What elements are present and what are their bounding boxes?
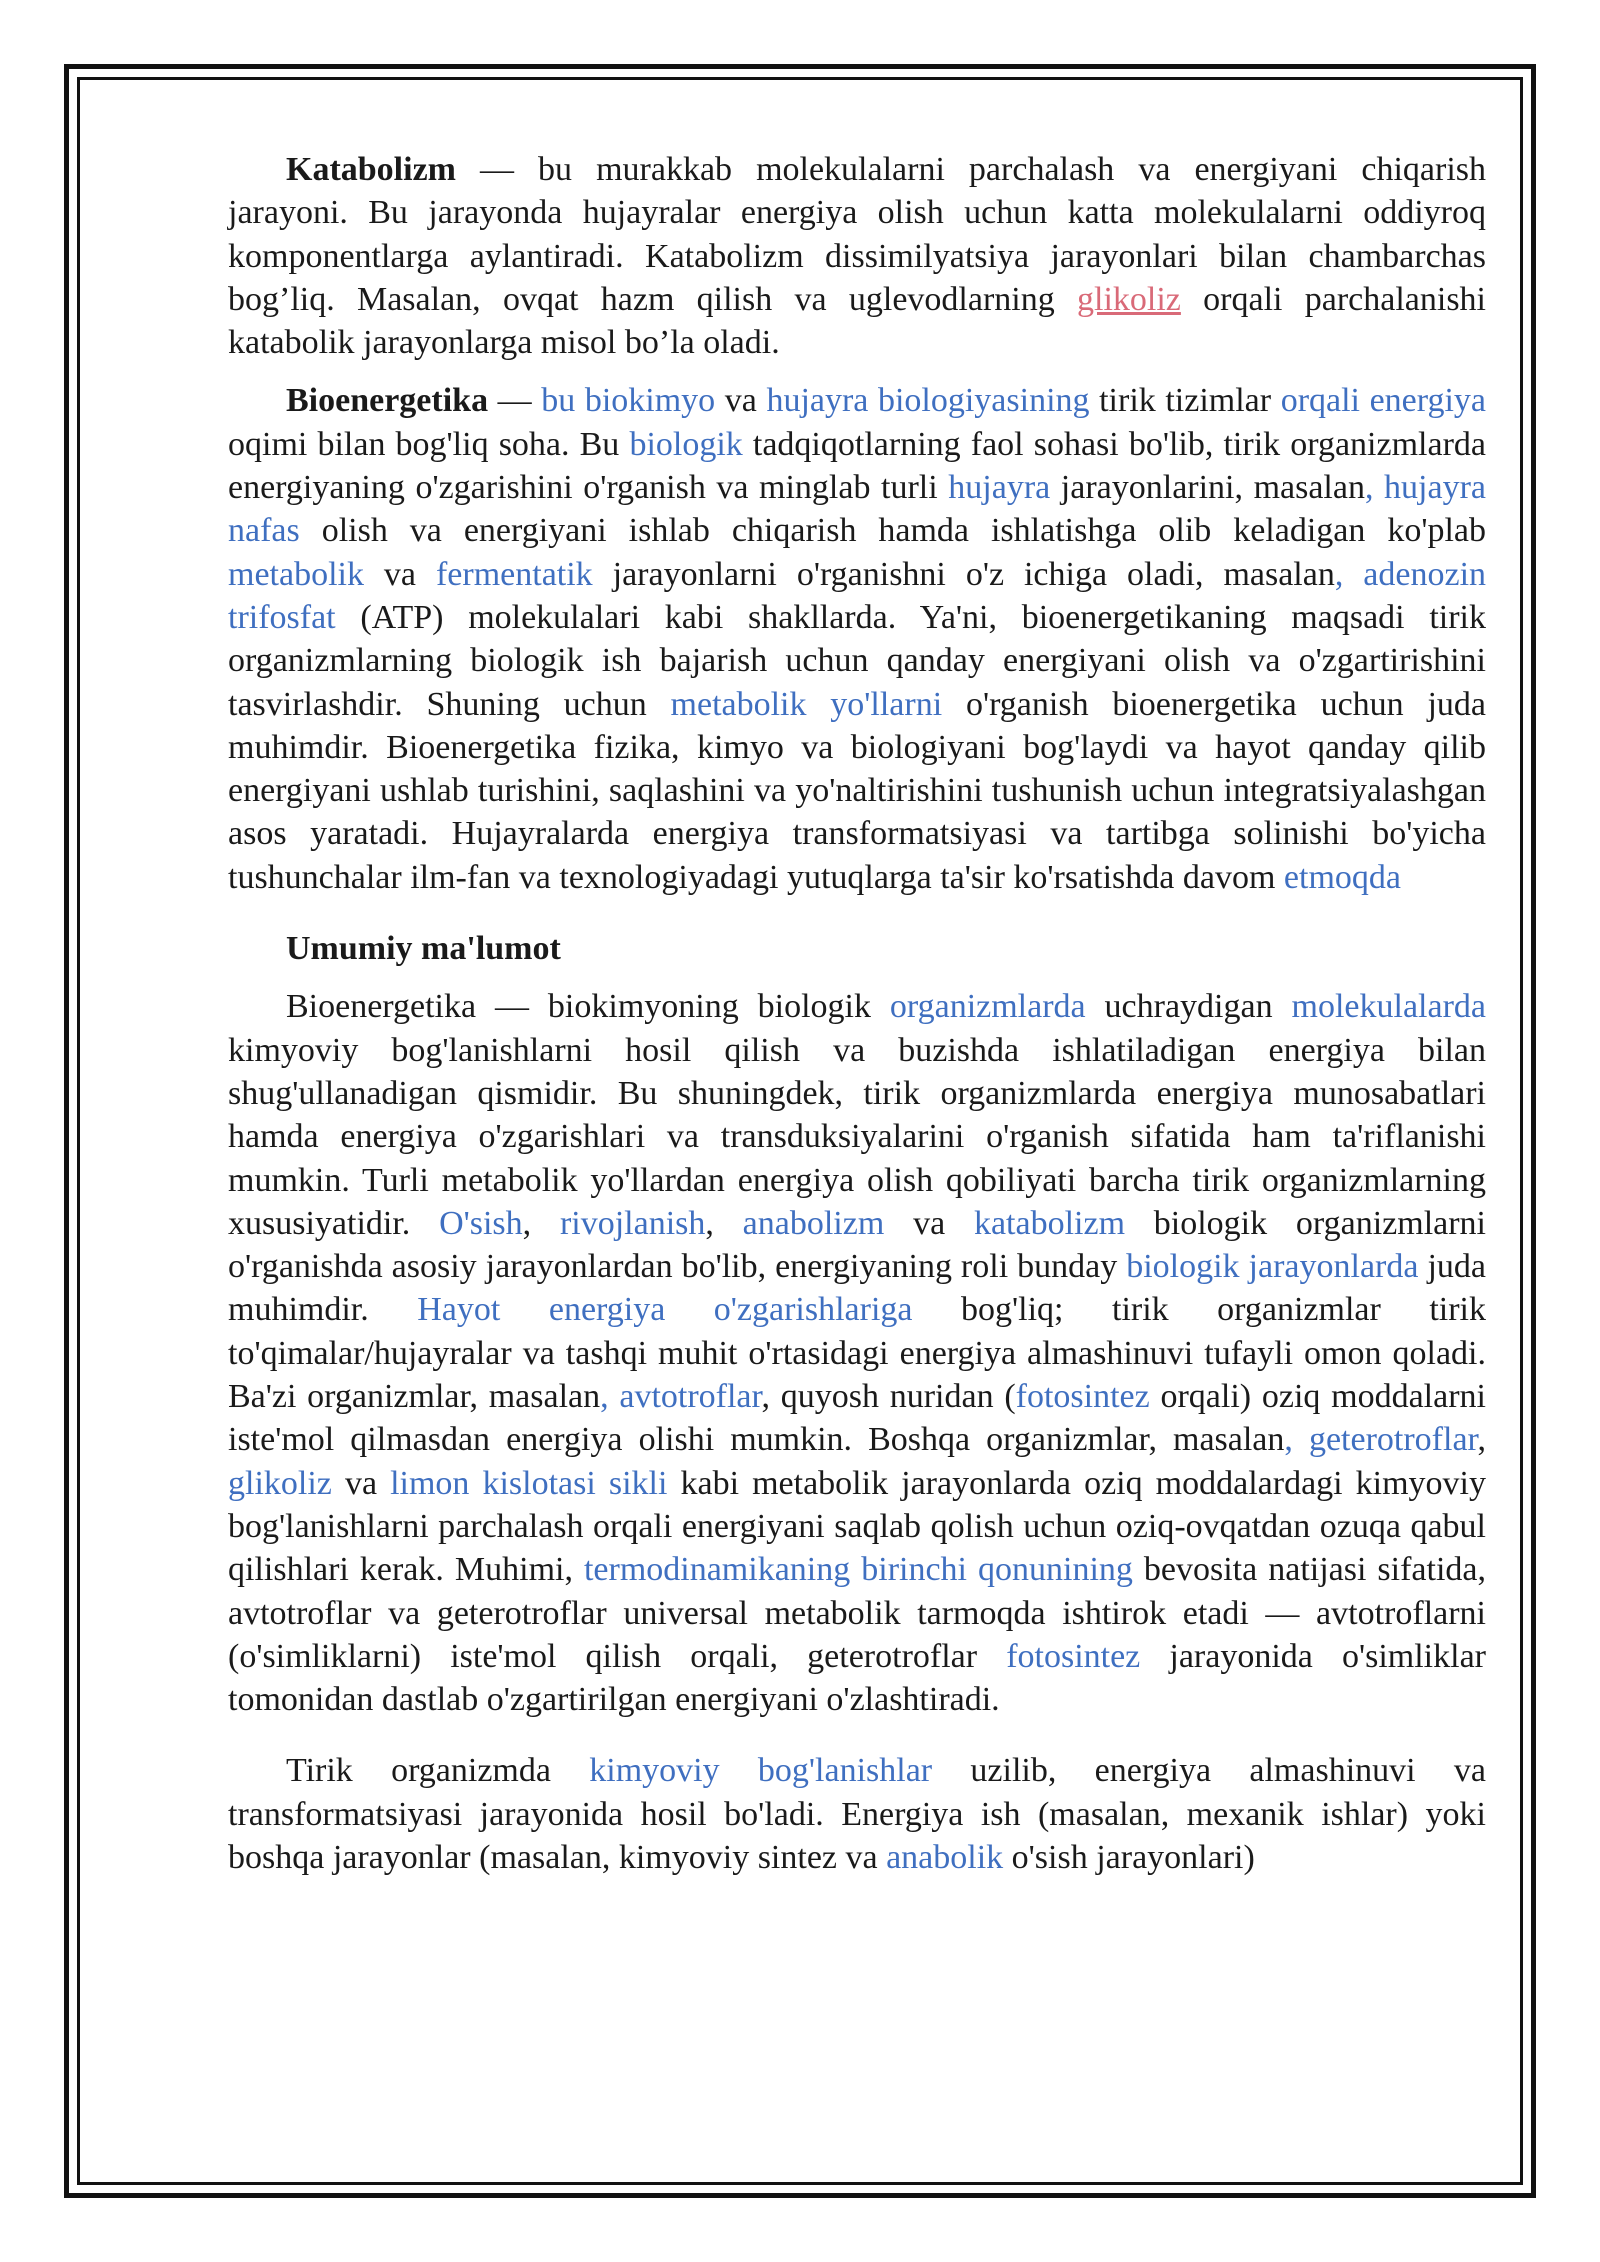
hyperlink[interactable]: hujayra biologiyasining bbox=[766, 382, 1090, 420]
text-run: juda muhimdir. bbox=[228, 1248, 1486, 1329]
text-run: orqali) oziq moddalarni iste'mol qilmasdan energiya olishi mumkin. Boshqa organizmlar, masalan bbox=[228, 1378, 1486, 1459]
term-bold: Bioenergetika bbox=[286, 382, 489, 420]
hyperlink[interactable]: Hayot energiya o'zgarishlariga bbox=[417, 1291, 913, 1329]
text-run: va bbox=[884, 1204, 974, 1242]
text-run: jarayonlarni o'rganishni o'z ichiga oladi, masalan bbox=[592, 555, 1335, 593]
text-run: Bioenergetika — biokimyoning biologik bbox=[286, 988, 890, 1026]
hyperlink[interactable]: etmoqda bbox=[1283, 858, 1401, 896]
text-run: oqimi bilan bog'liq soha. Bu bbox=[228, 425, 630, 463]
hyperlink[interactable]: limon kislotasi sikli bbox=[390, 1464, 668, 1502]
hyperlink[interactable]: anabolik bbox=[886, 1838, 1004, 1876]
hyperlink[interactable]: hujayra bbox=[948, 469, 1051, 507]
hyperlink[interactable]: biologik jarayonlarda bbox=[1126, 1248, 1419, 1286]
paragraph-katabolizm bbox=[228, 148, 1486, 364]
text-run: uzilib, energiya almashinuvi va transformatsiyasi jarayonida hosil bo'ladi. Energiya ish (masalan, mexanik ishlar) yoki boshqa jarayonlar (masalan, kimyoviy sintez va bbox=[228, 1752, 1486, 1876]
text-run: olish va energiyani ishlab chiqarish hamda ishlatishga olib keladigan ko'plab bbox=[299, 512, 1486, 550]
hyperlink[interactable]: termodinamikaning birinchi qonunining bbox=[583, 1551, 1133, 1589]
hyperlink[interactable]: metabolik yo'llarni bbox=[670, 685, 943, 723]
paragraph-umumiy bbox=[228, 985, 1486, 1721]
hyperlink[interactable]: metabolik bbox=[228, 555, 364, 593]
hyperlink[interactable]: glikoliz bbox=[228, 1464, 332, 1502]
text-run: kabi metabolik jarayonlarda oziq moddalardagi kimyoviy bog'lanishlarni parchalash orqali energiyani saqlab qolish uchun oziq-ovqatdan ozuqa qabul qilishlari kerak. Muhimi, bbox=[228, 1464, 1486, 1589]
paragraph-tirik-organizm bbox=[228, 1749, 1486, 1879]
text-run: tadqiqotlarning faol sohasi bo'lib, tirik organizmlarda energiyaning o'zgarishini o'rganish va minglab turli bbox=[228, 425, 1486, 507]
text-run: bog'liq; tirik organizmlar tirik to'qimalar/hujayralar va tashqi muhit o'rtasidagi energiya almashinuvi tufayli omon qoladi. Ba'zi organizmlar, masalan bbox=[228, 1291, 1486, 1416]
paragraph-bioenergetika bbox=[228, 379, 1486, 899]
hyperlink[interactable]: anabolizm bbox=[742, 1204, 885, 1242]
section-heading: Umumiy ma'lumot bbox=[286, 930, 561, 968]
hyperlink[interactable]: O'sish bbox=[439, 1204, 523, 1242]
text-run: orqali parchalanishi katabolik jarayonlarga misol bo’la oladi. bbox=[228, 280, 1487, 362]
text-run: , bbox=[1477, 1421, 1487, 1459]
text-run: jarayonlarini, masalan bbox=[1050, 469, 1365, 507]
text-run: o'sish jarayonlari) bbox=[1003, 1838, 1255, 1876]
document-body bbox=[228, 148, 1486, 1879]
term-bold: Katabolizm bbox=[286, 151, 456, 188]
hyperlink[interactable]: , geterotroflar bbox=[1284, 1421, 1478, 1459]
text-run: , bbox=[705, 1204, 743, 1242]
text-run: va bbox=[363, 555, 436, 593]
hyperlink[interactable]: fotosintez bbox=[1015, 1378, 1150, 1416]
text-run: , quyosh nuridan ( bbox=[761, 1378, 1016, 1416]
hyperlink[interactable]: , adenozin trifosfat bbox=[228, 555, 1487, 636]
hyperlink[interactable]: rivojlanish bbox=[559, 1204, 706, 1242]
hyperlink[interactable]: katabolizm bbox=[973, 1204, 1126, 1242]
hyperlink[interactable]: kimyoviy bog'lanishlar bbox=[589, 1752, 933, 1790]
hyperlink[interactable]: fermentatik bbox=[435, 555, 593, 593]
text-run: , bbox=[522, 1204, 560, 1242]
text-run: va bbox=[715, 382, 767, 420]
text-run: va bbox=[331, 1464, 391, 1502]
text-run: bevosita natijasi sifatida, avtotroflar va geterotroflar universal metabolik tarmoqda ishtirok etadi — avtotroflarni (o'simliklarni) iste'mol qilish orqali, geterotroflar bbox=[228, 1551, 1487, 1675]
text-run: tirik tizimlar bbox=[1089, 382, 1281, 420]
text-run: (ATP) molekulalari kabi shakllarda. Ya'ni, bioenergetikaning maqsadi tirik organizmlarning biologik ish bajarish uchun qanday energiyani olish va o'zgartirishini tasvirlashdir. Shuning uchun bbox=[228, 598, 1486, 723]
text-run: uchraydigan bbox=[1085, 988, 1292, 1026]
hyperlink[interactable]: molekulalarda bbox=[1291, 988, 1486, 1026]
hyperlink[interactable]: orqali energiya bbox=[1280, 382, 1487, 420]
text-run: biologik organizmlarni o'rganishda asosiy jarayonlardan bo'lib, energiyaning roli bunday bbox=[228, 1204, 1487, 1286]
hyperlink[interactable]: biologik bbox=[629, 425, 743, 463]
hyperlink[interactable]: organizmlarda bbox=[889, 988, 1086, 1026]
hyperlink[interactable]: , avtotroflar bbox=[600, 1378, 762, 1416]
hyperlink[interactable]: , hujayra nafas bbox=[228, 469, 1487, 550]
text-run: o'rganish bioenergetika uchun juda muhimdir. Bioenergetika fizika, kimyo va biologiyani bog'laydi va hayot qanday qilib energiyani ushlab turishini, saqlashini va yo'naltirishini tushunish uchun integratsiyalashgan asos yaratadi. Hujayralarda energiya transformatsiyasi va tartibga solinishi bo'yicha tushunchalar ilm-fan va texnologiyadagi yutuqlarga ta'sir ko'rsatishda davom bbox=[228, 685, 1486, 896]
text-run: jarayonida o'simliklar tomonidan dastlab o'zgartirilgan energiyani o'zlashtiradi. bbox=[228, 1637, 1486, 1719]
text-run: kimyoviy bog'lanishlarni hosil qilish va buzishda ishlatiladigan energiya bilan shug'ullanadigan qismidir. Bu shuningdek, tirik organizmlarda energiya munosabatlari hamda energiya o'zgarishlari va transduksiyalarini o'rganish sifatida ham ta'riflanishi mumkin. Turli metabolik yo'llardan energiya olish qobiliyati barcha tirik organizmlarning xususiyatidir. bbox=[228, 1031, 1486, 1242]
hyperlink-missing[interactable]: glikoliz bbox=[1077, 280, 1181, 318]
hyperlink[interactable]: fotosintez bbox=[1006, 1637, 1141, 1675]
hyperlink[interactable]: bu biokimyo bbox=[541, 382, 716, 420]
text-run: — bbox=[488, 382, 542, 420]
text-run: — bu murakkab molekulalarni parchalash va energiyani chiqarish jarayoni. Bu jarayonda hujayralar energiya olish uchun katta molekulalarni oddiyroq komponentlarga aylantiradi. Katabolizm dissimilyatsiya jarayonlari bilan chambarchas bog’liq. Masalan, ovqat hazm qilish va uglevodlarning bbox=[228, 151, 1486, 318]
text-run: Tirik organizmda bbox=[286, 1752, 590, 1790]
